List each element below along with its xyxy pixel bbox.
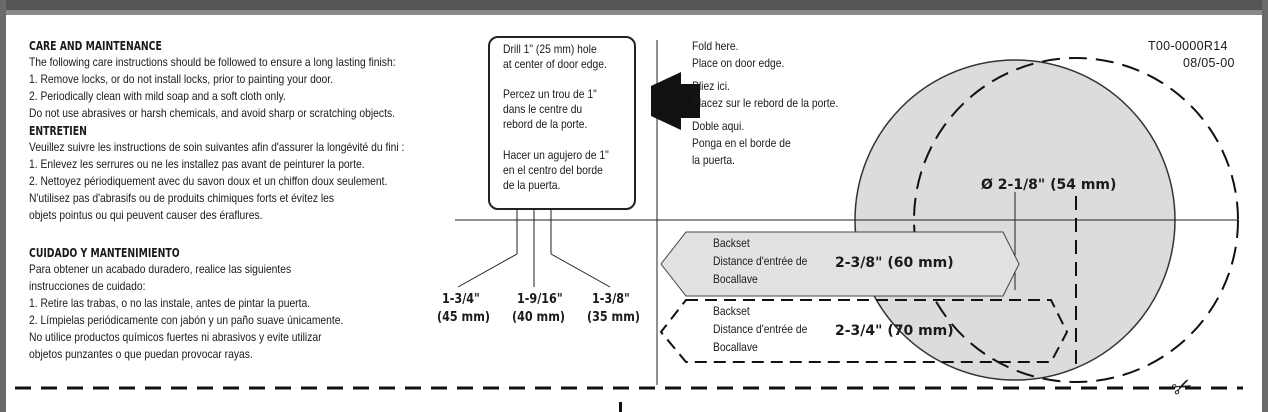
backset-label: Backset — [713, 304, 750, 318]
backset-label: Distance d'entrée de — [713, 322, 808, 336]
care-heading-es: CUIDADO Y MANTENIMIENTO — [29, 246, 180, 260]
care-line: No utilice productos químicos fuertes ni abrasivos y evite utilizar — [29, 330, 322, 344]
thickness-35mm-metric: (35 mm) — [587, 310, 640, 325]
backset-label: Backset — [713, 236, 750, 250]
backset-60mm-value: 2-3/8" (60 mm) — [835, 255, 954, 271]
fold-line-text: Place on door edge. — [692, 56, 785, 70]
thickness-40mm-imperial: 1-9/16" — [517, 292, 563, 307]
care-line: instrucciones de cuidado: — [29, 279, 146, 293]
care-line: 1. Enlevez les serrures ou ne les installez pas avant de peinturer la porte. — [29, 157, 365, 171]
care-line: Para obtener un acabado duradero, realice las siguientes — [29, 262, 292, 276]
drill-line: de la puerta. — [503, 178, 561, 192]
drill-line: at center of door edge. — [503, 57, 607, 71]
care-line: objets pointus ou qui peuvent causer des éraflures. — [29, 208, 263, 222]
part-number: T00-0000R14 — [1148, 39, 1228, 53]
thickness-40mm-metric: (40 mm) — [512, 310, 565, 325]
date: 08/05-00 — [1183, 56, 1235, 70]
fold-line-text: Placez sur le rebord de la porte. — [692, 96, 839, 110]
drill-instruction-box — [488, 36, 636, 210]
backset-70mm-value: 2-3/4" (70 mm) — [835, 323, 954, 339]
drill-line: Drill 1" (25 mm) hole — [503, 42, 597, 56]
care-line: 1. Retire las trabas, o no las instale, antes de pintar la puerta. — [29, 296, 311, 310]
care-line: Veuillez suivre les instructions de soin suivantes afin d'assurer la longévité du fini : — [29, 140, 405, 154]
fold-line-text: Doble aqui. — [692, 119, 745, 133]
care-line: 2. Periodically clean with mild soap and a soft cloth only. — [29, 89, 286, 103]
drill-line: Hacer un agujero de 1" — [503, 148, 609, 162]
backset-label: Bocallave — [713, 272, 758, 286]
care-line: 2. Límpielas periódicamente con jabón y un paño suave únicamente. — [29, 313, 344, 327]
care-line: The following care instructions should be followed to ensure a long lasting finish: — [29, 55, 396, 69]
fold-line-text: Pliez ici. — [692, 79, 730, 93]
care-line: 2. Nettoyez périodiquement avec du savon doux et un chiffon doux seulement. — [29, 174, 388, 188]
drill-line: Percez un trou de 1" — [503, 87, 597, 101]
fold-line-text: la puerta. — [692, 153, 736, 167]
thickness-45mm-metric: (45 mm) — [437, 310, 490, 325]
care-line: 1. Remove locks, or do not install locks, prior to painting your door. — [29, 72, 334, 86]
backset-label: Distance d'entrée de — [713, 254, 808, 268]
care-heading-en: CARE AND MAINTENANCE — [29, 39, 162, 53]
diameter-label: Ø 2-1/8" (54 mm) — [981, 177, 1117, 193]
drill-line: dans le centre du — [503, 102, 583, 116]
fold-line-text: Ponga en el borde de — [692, 136, 791, 150]
drill-line: en el centro del borde — [503, 163, 603, 177]
care-line: N'utilisez pas d'abrasifs ou de produits chimiques forts et évitez les — [29, 191, 335, 205]
scissors-icon: ✂ — [1167, 370, 1198, 404]
fold-line-text: Fold here. — [692, 39, 739, 53]
backset-label: Bocallave — [713, 340, 758, 354]
thickness-35mm-imperial: 1-3/8" — [592, 292, 630, 307]
care-heading-fr: ENTRETIEN — [29, 124, 87, 138]
drill-line: rebord de la porte. — [503, 117, 588, 131]
thickness-45mm-imperial: 1-3/4" — [442, 292, 480, 307]
care-line: Do not use abrasives or harsh chemicals, and avoid sharp or scratching objects. — [29, 106, 395, 120]
care-line: objetos punzantes o que puedan provocar rayas. — [29, 347, 253, 361]
